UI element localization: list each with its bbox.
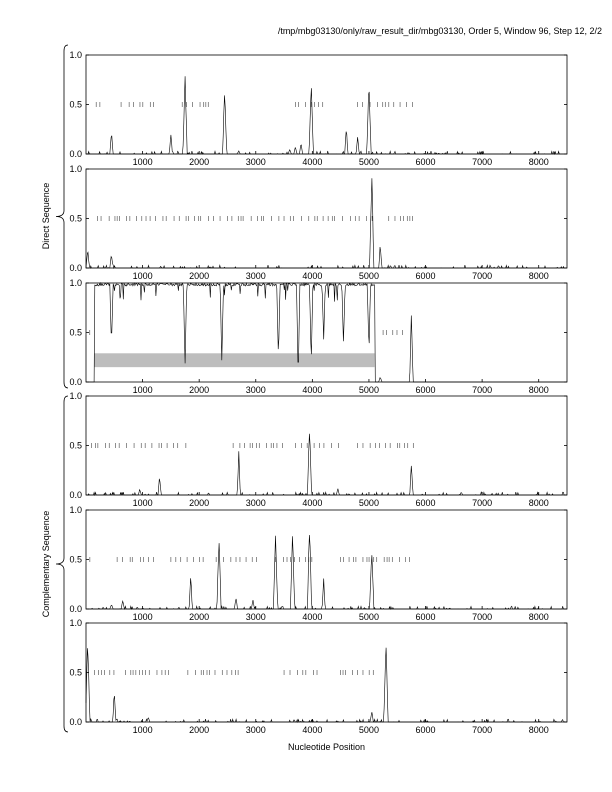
panel-5 [69, 505, 567, 622]
y-tick-label: 0.5 [69, 554, 82, 565]
direct-brace [56, 45, 68, 388]
y-tick-label: 0.0 [69, 149, 82, 159]
orf-bar [94, 353, 374, 367]
x-tick-label: 2000 [189, 385, 210, 395]
x-tick-label: 6000 [415, 725, 436, 735]
coding-curve [86, 76, 567, 154]
y-tick-label: 1.0 [69, 278, 82, 288]
x-tick-label: 1000 [132, 725, 153, 735]
panel-2 [69, 164, 567, 281]
x-axis-title: Nucleotide Position [287, 742, 366, 752]
y-tick-label: 0.5 [69, 213, 82, 224]
coding-curve [86, 648, 567, 722]
y-tick-label: 0.0 [69, 490, 82, 500]
x-tick-label: 8000 [528, 498, 549, 508]
panel-6 [69, 618, 567, 735]
x-tick-label: 3000 [245, 157, 266, 167]
x-tick-label: 4000 [302, 612, 323, 622]
panel-frame [86, 623, 567, 722]
y-tick-label: 0.5 [69, 99, 82, 110]
y-tick-label: 0.0 [69, 263, 82, 273]
x-tick-label: 5000 [358, 725, 379, 735]
y-tick-label: 0.5 [69, 440, 82, 451]
x-tick-label: 8000 [528, 385, 549, 395]
x-tick-label: 4000 [302, 157, 323, 167]
y-tick-label: 1.0 [69, 391, 82, 401]
y-tick-label: 0.5 [69, 667, 82, 678]
x-tick-label: 8000 [528, 157, 549, 167]
x-tick-label: 2000 [189, 498, 210, 508]
y-tick-label: 0.5 [69, 327, 82, 338]
x-tick-label: 7000 [472, 725, 493, 735]
x-tick-label: 5000 [358, 498, 379, 508]
x-tick-label: 7000 [472, 157, 493, 167]
x-tick-label: 2000 [189, 725, 210, 735]
x-tick-label: 1000 [132, 385, 153, 395]
x-tick-label: 4000 [302, 725, 323, 735]
x-tick-label: 6000 [415, 385, 436, 395]
x-tick-label: 5000 [358, 612, 379, 622]
x-tick-label: 6000 [415, 612, 436, 622]
x-tick-label: 3000 [245, 612, 266, 622]
y-tick-label: 0.0 [69, 717, 82, 727]
x-tick-label: 1000 [132, 157, 153, 167]
direct-sequence-label: Direct Sequence [41, 182, 51, 250]
panel-frame [86, 55, 567, 154]
y-tick-label: 1.0 [69, 164, 82, 174]
x-tick-label: 5000 [358, 157, 379, 167]
x-tick-label: 1000 [132, 271, 153, 281]
x-tick-label: 6000 [415, 157, 436, 167]
x-tick-label: 7000 [472, 612, 493, 622]
coding-curve [86, 178, 567, 268]
y-tick-label: 1.0 [69, 50, 82, 60]
y-tick-label: 0.0 [69, 377, 82, 387]
y-tick-label: 1.0 [69, 618, 82, 628]
x-tick-label: 7000 [472, 271, 493, 281]
x-tick-label: 2000 [189, 157, 210, 167]
x-tick-label: 7000 [472, 385, 493, 395]
x-tick-label: 8000 [528, 271, 549, 281]
panel-4 [69, 391, 567, 508]
coding-curve [86, 434, 567, 495]
x-tick-label: 1000 [132, 612, 153, 622]
coding-curve [86, 535, 567, 609]
x-tick-label: 2000 [189, 271, 210, 281]
x-tick-label: 2000 [189, 612, 210, 622]
y-tick-label: 0.0 [69, 604, 82, 614]
x-tick-label: 5000 [358, 385, 379, 395]
panel-frame [86, 510, 567, 609]
complementary-sequence-label: Complementary Sequence [41, 510, 51, 618]
panel-1 [69, 50, 567, 167]
panel-frame [86, 169, 567, 268]
complementary-brace [56, 396, 68, 732]
page-header: /tmp/mbg03130/only/raw_result_dir/mbg03130, Order 5, Window 96, Step 12, 2/2 [277, 26, 602, 36]
x-tick-label: 4000 [302, 385, 323, 395]
y-tick-label: 1.0 [69, 505, 82, 515]
x-tick-label: 1000 [132, 498, 153, 508]
panel-frame [86, 396, 567, 495]
x-tick-label: 6000 [415, 498, 436, 508]
x-tick-label: 7000 [472, 498, 493, 508]
x-tick-label: 3000 [245, 725, 266, 735]
x-tick-label: 8000 [528, 725, 549, 735]
x-tick-label: 8000 [528, 612, 549, 622]
x-tick-label: 3000 [245, 498, 266, 508]
x-tick-label: 3000 [245, 271, 266, 281]
x-tick-label: 3000 [245, 385, 266, 395]
x-tick-label: 5000 [358, 271, 379, 281]
panel-3 [69, 278, 567, 395]
x-tick-label: 4000 [302, 498, 323, 508]
x-tick-label: 4000 [302, 271, 323, 281]
x-tick-label: 6000 [415, 271, 436, 281]
